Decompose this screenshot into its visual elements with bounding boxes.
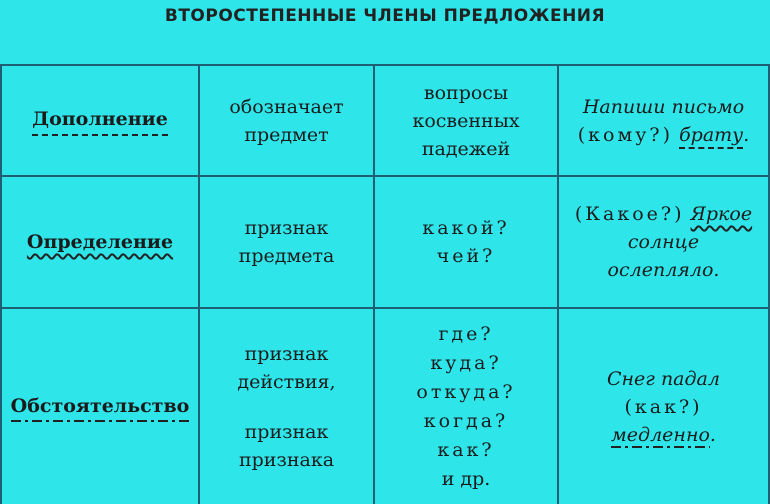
term-cell-dopolnenie [2,66,198,175]
meaning-cell-opredelenie: признак предмета [238,217,335,267]
meaning-cell-dopolnenie: обозначает предмет [229,95,344,146]
meaning-cell-obstoyatelstvo: признак действия, признак признака [237,342,336,471]
questions-cell-dopolnenie: вопросы косвенных падежей [412,81,520,160]
example-cell-opredelenie: (Какое?) Яркое солнце ослепляло. [574,203,753,281]
example-cell-obstoyatelstvo: Снег падал (как?) медленно. [607,367,720,446]
term-cell-obstoyatelstvo [2,309,198,504]
term-cell-opredelenie [2,177,198,307]
questions-cell-obstoyatelstvo: где? куда? откуда? когда? как? и др. [416,322,516,490]
term-dopolnenie: Дополнение [32,105,168,136]
term-opredelenie: Определение [26,231,174,253]
members-table [0,64,770,504]
page-title: ВТОРОСТЕПЕННЫЕ ЧЛЕНЫ ПРЕДЛОЖЕНИЯ [164,6,606,26]
term-obstoyatelstvo: Обстоятельство [11,392,190,422]
questions-cell-opredelenie: какой? чей? [422,217,510,267]
example-cell-dopolnenie: Напиши письмо (кому?) брату. [559,66,768,175]
